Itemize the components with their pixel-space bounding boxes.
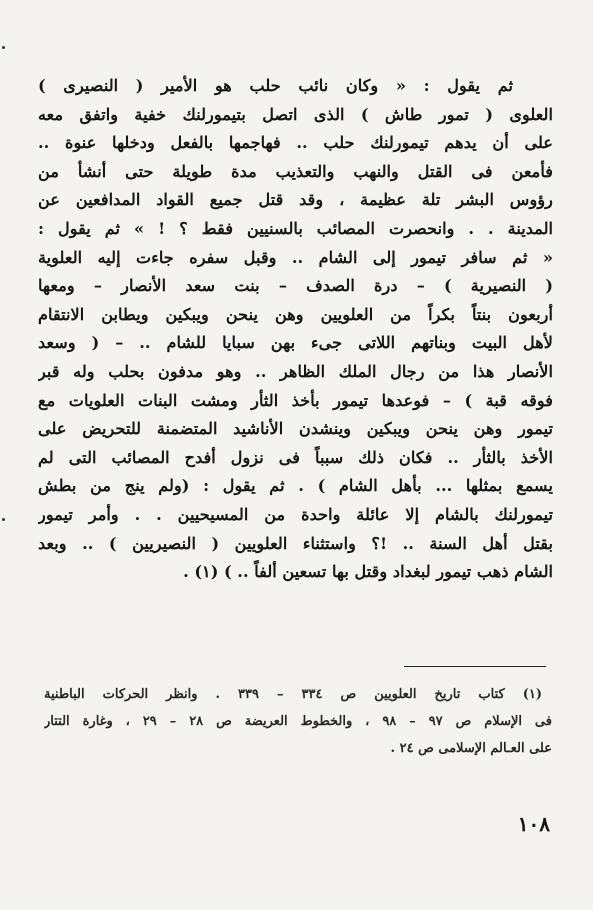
text-line: الأخذ بالثأر .. فكان ذلك سبباً فى نزول أفدح المصائب التى لم: [38, 447, 553, 467]
text-line: ثم يقول : « وكان نائب حلب هو الأمير ( النصيرى ): [38, 76, 513, 95]
text-line: الشام ذهب تيمور لبغداد وقتل بها تسعين ألفاً .. ) (١) .: [183, 562, 553, 582]
page-number: ١٠٨: [517, 812, 550, 836]
text-line: تيمورلنك بالشام إلا عائلة واحدة من المسيحيين . . وأمر تيمور: [38, 504, 553, 524]
text-line: ( النصيرية ) – درة الصدف – بنت سعد الأنصار – ومعها: [38, 276, 553, 296]
text-line: لأهل البيت وبناتهم اللاتى جىء بهن سبايا للشام .. – ( وسعد: [38, 333, 553, 353]
footnote-line: على العـالم الإسلامى ص ٢٤ .: [390, 741, 552, 756]
text-line: أربعون بنتاً بكراً من العلويين وهن ينحن ويبكين ويطابن الانتقام: [38, 304, 553, 324]
text-line: فوقه قبة ) – فوعدها تيمور بأخذ الثأر ومشت البنات العلويات مع: [38, 390, 553, 410]
footnote-line: فى الإسلام ص ٩٧ – ٩٨ ، والخطوط العريضة ص ٢٨ – ٢٩ ، وغارة التتار: [44, 714, 552, 729]
scan-speck: [2, 518, 5, 521]
scan-speck: [2, 46, 5, 49]
text-line: يسمع بمثلها ... بأهل الشام ) . ثم يقول : (ولم ينج من بطش: [38, 476, 553, 496]
text-line: بقتل أهل السنة .. !؟ واستثناء العلويين ( النصيريين ) .. وبعد: [38, 533, 553, 553]
text-line: رؤوس البشر تلة عظيمة ، وقد قتل جميع القواد المدافعين عن: [38, 190, 553, 210]
footnote-divider: [404, 666, 546, 667]
text-line: تيمور وهن ينحن ويبكين وينشدن الأناشيد المتضمنة للتحريض على: [38, 419, 553, 439]
body-text: [38, 72, 553, 587]
text-line: « ثم سافر تيمور إلى الشام .. وقبل سفره جاءت إليه العلوية: [38, 247, 553, 267]
text-line: المدينة . . وانحصرت المصائب بالسنيين فقط ؟ ! » ثم يقول :: [38, 218, 553, 238]
text-line: على أن يدهم تيمورلنك حلب .. فهاجمها بالفعل ودخلها عنوة ..: [38, 133, 553, 153]
footnote-line: (١) كتاب تاريخ العلويين ص ٣٣٤ – ٣٣٩ . وانظر الحركات الباطنية: [44, 687, 542, 702]
text-line: العلوى ( تمور طاش ) الذى اتصل بتيمورلنك خفية واتفق معه: [38, 104, 553, 124]
text-line: الأنصار هذا من رجال الملك الظاهر .. وهو مدفون بحلب وله قبر: [38, 361, 553, 381]
footnotes: [44, 681, 552, 762]
text-line: فأمعن فى القتل والنهب والتعذيب مدة طويلة حتى أنشأ من: [38, 161, 553, 181]
